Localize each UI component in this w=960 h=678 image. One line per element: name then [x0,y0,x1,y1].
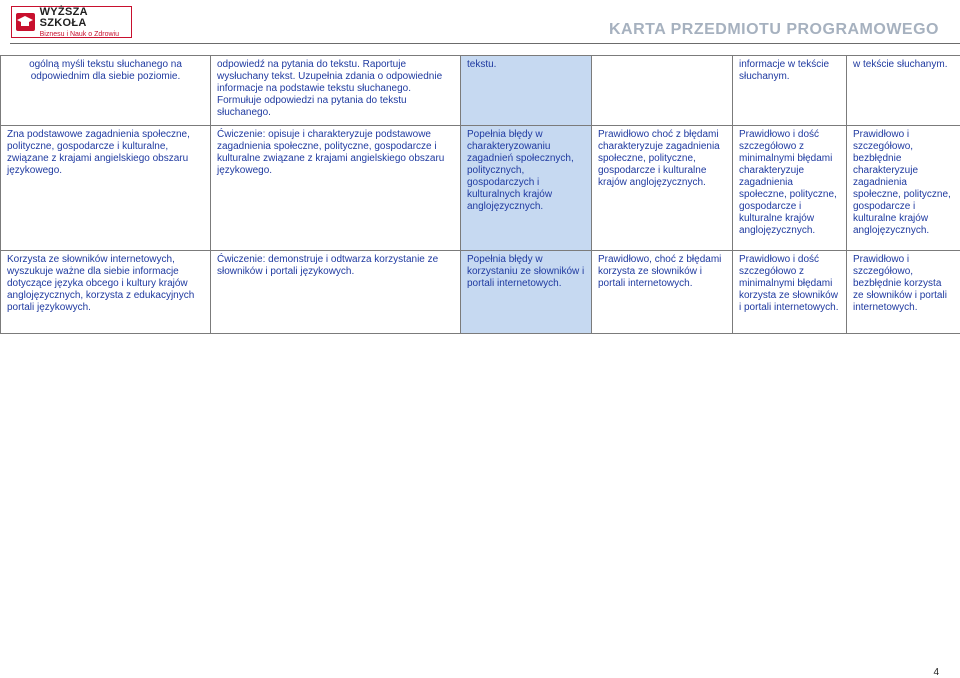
graduation-cap-icon [16,13,35,31]
learning-outcome-cell [1,251,211,334]
course-outcomes-table [0,55,960,334]
logo-line-2: Biznesu i Nauk o Zdrowiu [40,31,131,38]
outcome-number [0,129,7,141]
table-row [1,251,960,334]
grade-4-cell: Prawidłowo i dość szczegółowo z minimalnymi błędami charakteryzuje zagadnienia społeczne, polityczne, gospodarcze i kulturalne krajów anglojęzycznych. [733,126,847,251]
verification-method-cell: odpowiedź na pytania do tekstu. Raportuje wysłuchany tekst. Uzupełnia zdania o odpowiednie informacje na podstawie tekstu słuchanego. Formułuje odpowiedzi na pytania do tekstu słuchanego. [211,56,461,126]
university-logo [11,6,132,38]
logo-line-1: WYŻSZA SZKOŁA [40,7,131,29]
grade-3-cell [592,56,733,126]
table-row [1,56,960,126]
grade-5-cell: w tekście słuchanym. [847,56,960,126]
grade-2-cell: tekstu. [461,56,592,126]
grade-4-cell: Prawidłowo i dość szczegółowo z minimalnymi błędami korzysta ze słowników i portali internetowych. [733,251,847,334]
grade-2-cell: Popełnia błędy w korzystaniu ze słowników i portali internetowych. [461,251,592,334]
learning-outcome-cell: ogólną myśli tekstu słuchanego na odpowiednim dla siebie poziomie. [1,56,211,126]
grade-3-cell: Prawidłowo choć z błędami charakteryzuje zagadnienia społeczne, polityczne, gospodarcze i kulturalne krajów anglojęzycznych. [592,126,733,251]
grade-5-cell: Prawidłowo i szczegółowo, bezbłędnie charakteryzuje zagadnienia społeczne, polityczne, gospodarcze i kulturalne krajów anglojęzycznych. [847,126,960,251]
outcome-text: Zna podstawowe zagadnienia społeczne, polityczne, gospodarcze i kulturalne, związane z krajami angielskiego obszaru językowego. [7,129,190,176]
grade-3-cell: Prawidłowo, choć z błędami korzysta ze słowników i portali internetowych. [592,251,733,334]
outcome-text: Korzysta ze słowników internetowych, wyszukuje ważne dla siebie informacje dotyczące języka obcego i kultury krajów anglojęzycznych, korzysta z edukacyjnych portali językowych. [7,254,194,313]
page-header-title: KARTA PRZEDMIOTU PROGRAMOWEGO [609,21,939,39]
grade-2-cell: Popełnia błędy w charakteryzowaniu zagadnień społecznych, politycznych, gospodarczych i kulturalnych krajów anglojęzycznych. [461,126,592,251]
header-divider [10,43,960,44]
table-row [1,126,960,251]
grade-5-cell: Prawidłowo i szczegółowo, bezbłędnie korzysta ze słowników i portali internetowych. [847,251,960,334]
grade-4-cell: informacje w tekście słuchanym. [733,56,847,126]
outcome-number [0,254,7,266]
verification-method-cell: Ćwiczenie: demonstruje i odtwarza korzystanie ze słowników i portali językowych. [211,251,461,334]
learning-outcome-cell [1,126,211,251]
page-number: 4 [933,667,939,678]
verification-method-cell: Ćwiczenie: opisuje i charakteryzuje podstawowe zagadnienia społeczne, polityczne, gospodarcze i kulturalne związane z krajami angielskiego obszaru językowego. [211,126,461,251]
